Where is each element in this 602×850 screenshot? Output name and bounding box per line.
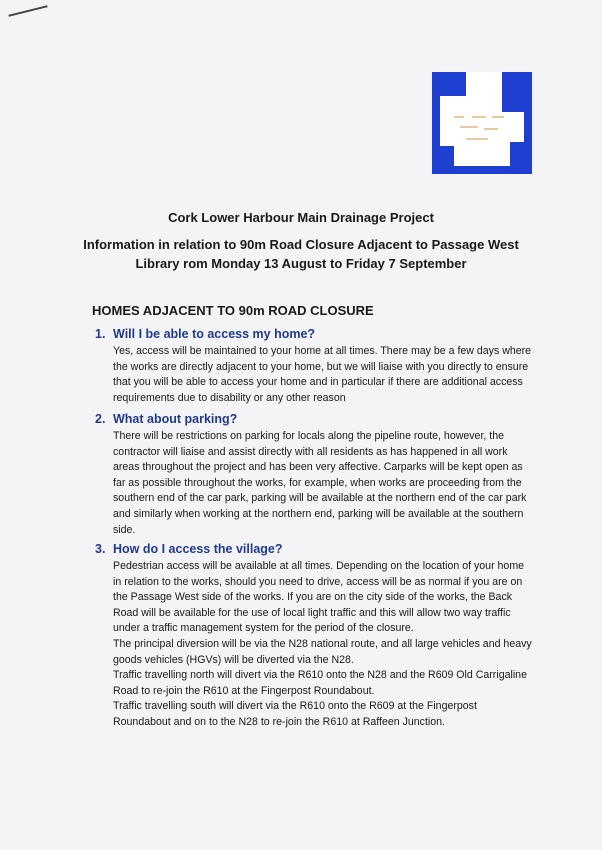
question-text: How do I access the village? [113, 542, 283, 556]
answer-paragraph: The principal diversion will be via the N28 national route, and all large vehicles and heavy goods vehicles (HGVs) will be diverted via the N28. [113, 637, 532, 666]
info-title [0, 235, 602, 273]
scan-mark [8, 5, 47, 17]
answer-paragraph: Pedestrian access will be available at all times. Depending on the location of your home in relation to the works, should you need to drive, access will be as normal if you are on the Passage West side of the works. If you are on the city side of the works, the Back Road will be available for the use of local light traffic and this will allow two way traffic under a traffic management system for the period of the closure. [113, 560, 525, 635]
answer-paragraph: Traffic travelling north will divert via the R610 onto the N28 and the R609 Old Carrigaline Road to re-join the R610 at the Fingerpost Roundabout. [113, 669, 527, 697]
answer-paragraph: Yes, access will be maintained to your home at all times. There may be a few days where the works are directly adjacent to your home, but we will liaise with you directly to ensure that you will be able to access your home and in particular if there are additional access requirements due to disability or any other reason [113, 345, 532, 404]
question-text: What about parking? [113, 412, 238, 426]
question-number: 3. [95, 542, 106, 556]
answer-paragraph: Traffic travelling south will divert via the R610 onto the R609 at the Fingerpost Roundabout and on to the N28 to re-join the R610 at Raffeen Junction. [113, 700, 477, 728]
question-2 [95, 412, 535, 538]
info-title-line2: Library rom Monday 13 August to Friday 7 September [135, 256, 467, 271]
question-title [95, 327, 535, 341]
question-title [95, 542, 535, 556]
question-text: Will I be able to access my home? [113, 327, 316, 341]
info-title-line1: Information in relation to 90m Road Closure Adjacent to Passage West [83, 237, 519, 252]
answer-body [113, 344, 535, 406]
question-1 [95, 327, 535, 406]
section-heading: HOMES ADJACENT TO 90m ROAD CLOSURE [92, 303, 374, 318]
question-title [95, 412, 535, 426]
question-3 [95, 542, 535, 731]
project-title: Cork Lower Harbour Main Drainage Project [168, 210, 434, 225]
answer-body [113, 429, 535, 538]
answer-body [113, 559, 535, 731]
council-logo-icon [432, 72, 532, 174]
answer-paragraph: There will be restrictions on parking for locals along the pipeline route, however, the contractor will liaise and assist directly with all residents as has happened in all work areas throughout the project and has been very affective. Carparks will be kept open as far as possible throughout the works, for example, when works are proceeding from the southern end of the car park, parking will be available at the northern end of the car park and similarly when working at the northern end, parking will be available at the southern side. [113, 430, 527, 536]
question-number: 2. [95, 412, 106, 426]
question-number: 1. [95, 327, 106, 341]
